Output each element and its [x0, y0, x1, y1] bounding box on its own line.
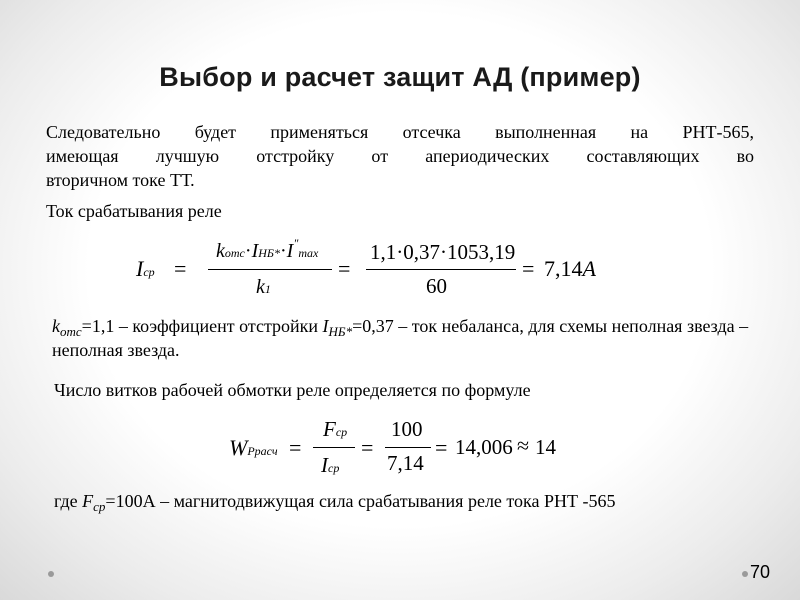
equals-sign: =	[522, 256, 535, 281]
formula-denominator-values: 7,14	[387, 451, 424, 475]
equals-sign: =	[338, 256, 351, 281]
formula-denominator: Iср	[321, 453, 340, 477]
formula-denominator-values: 60	[426, 274, 447, 298]
fraction-bar	[366, 269, 516, 270]
formula-symbol: Iср	[136, 256, 155, 281]
page-number: 70	[750, 562, 771, 582]
approx-sign: ≈	[517, 433, 530, 458]
paragraph-mmf: где $F_{ср}=100А$ – магнитодвижущая сила срабатывания реле тока РНТ -565	[54, 491, 616, 514]
formula-denominator: k1	[256, 276, 271, 298]
formula-result: 14,006	[455, 435, 513, 459]
equals-sign: =	[435, 435, 448, 460]
formula-numerator-values: 100	[391, 417, 423, 441]
fraction-bar	[208, 269, 332, 270]
formula-turns	[225, 417, 556, 479]
equals-sign: =	[174, 256, 187, 281]
slide-title: Выбор и расчет защит АД (пример)	[159, 62, 641, 92]
bullet-dot-icon	[742, 571, 748, 577]
fraction-bar	[385, 447, 431, 448]
paragraph-line: Следовательно будет применяться отсечка выполненная на РНТ-565,	[46, 122, 754, 142]
formula-numerator: kотс·IНБ*·I"max	[216, 236, 319, 262]
paragraph-conclusion	[46, 120, 754, 192]
formula-numerator-values: 1,1·0,37·1053,19	[370, 240, 516, 264]
paragraph-line: вторичном токе ТТ.	[46, 170, 195, 190]
equals-sign: =	[361, 435, 374, 460]
bullet-dot-icon	[48, 571, 54, 577]
paragraph-coefficients: $k_{отс}=1,1$ – коэффициент отстройки $I_{НБ*}=0,37$ – ток небаланса, для схемы неполная звезда – неполная звезда.	[52, 316, 749, 360]
paragraph-pickup-current: Ток срабатывания реле	[46, 201, 222, 221]
formula-result: 7,14A	[544, 256, 596, 281]
paragraph-turns: Число витков рабочей обмотки реле определяется по формуле	[54, 380, 531, 400]
equals-sign: =	[289, 435, 302, 460]
formula-result-rounded: 14	[535, 435, 556, 459]
formula-numerator: Fср	[323, 417, 348, 441]
formula-pickup-current	[130, 238, 610, 302]
fraction-bar	[313, 447, 355, 448]
formula-symbol: WPрасч	[229, 435, 278, 460]
paragraph-line: имеющая лучшую отстройку от апериодических составляющих во	[46, 146, 754, 166]
